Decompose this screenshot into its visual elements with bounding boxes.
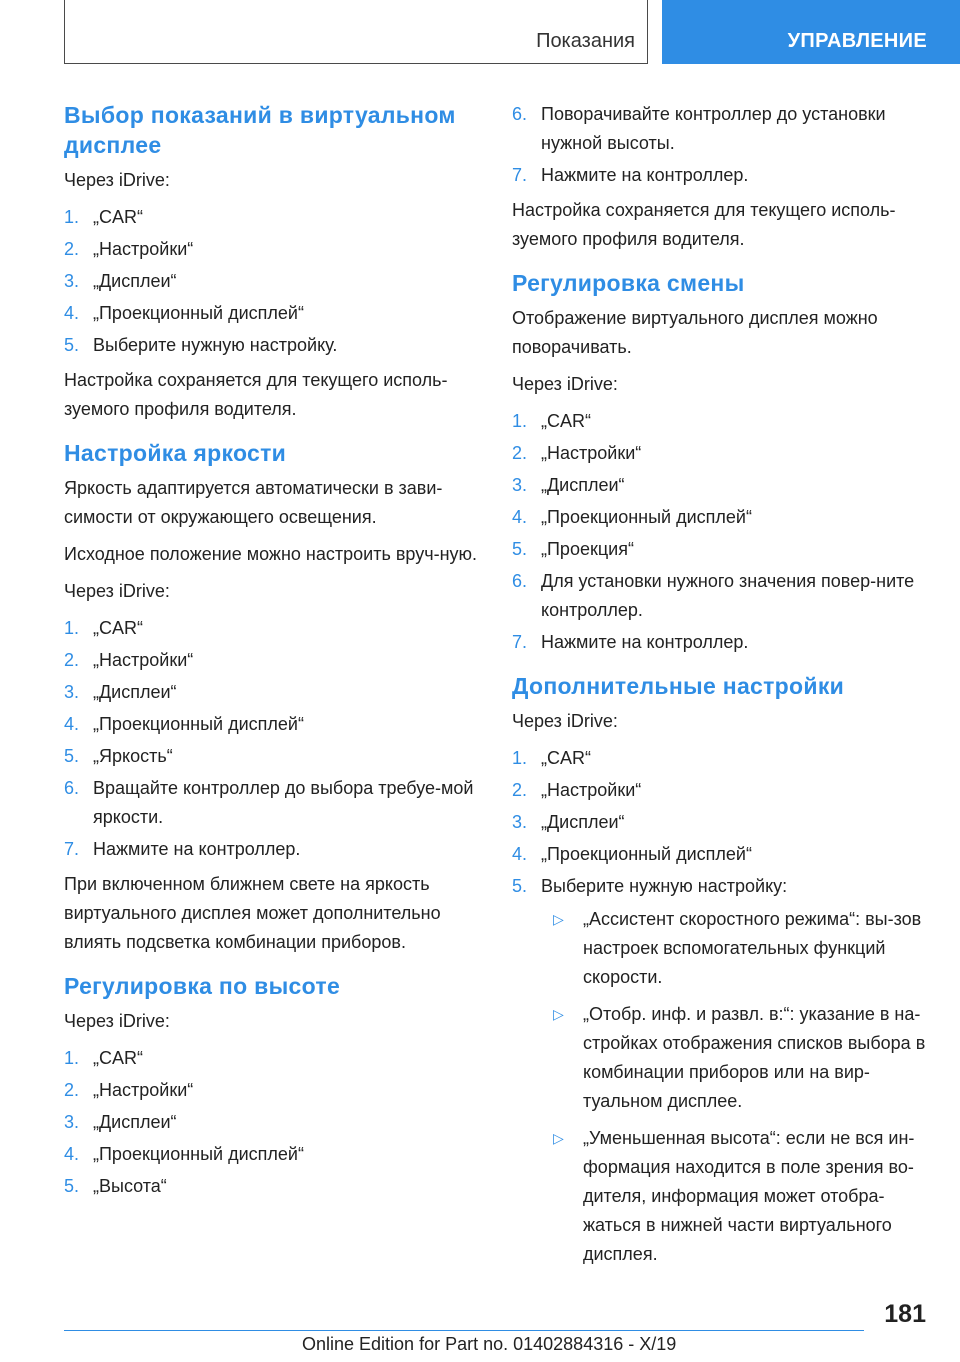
step-list xyxy=(512,744,932,1269)
step-number: 7. xyxy=(512,165,528,185)
note-text: При включенном ближнем свете на яркость виртуального дисплея может дополнительно влиять подсветка комбинации приборов. xyxy=(64,874,441,952)
step-text: „Дисплеи“ xyxy=(541,812,625,832)
sub-text: „Отобр. инф. и развл. в:“: указание в на-стройках отображения списков выбора в комбинации приборов или на вир-туальном дисплее. xyxy=(583,1004,926,1111)
header-chapter-tab xyxy=(662,0,960,64)
step-number: 5. xyxy=(64,1176,80,1196)
section-title: Выбор показаний в виртуальном дисплее xyxy=(64,102,456,158)
step-number: 2. xyxy=(64,239,80,259)
section-title: Настройка яркости xyxy=(64,440,287,466)
step-text: Выберите нужную настройку. xyxy=(93,335,338,355)
step-number: 6. xyxy=(512,571,528,591)
step-number: 2. xyxy=(512,780,528,800)
step-number: 1. xyxy=(64,207,80,227)
step-item xyxy=(512,471,932,500)
step-text: „Высота“ xyxy=(93,1176,167,1196)
step-number: 7. xyxy=(64,839,80,859)
step-number: 4. xyxy=(64,714,80,734)
triangle-bullet-icon: ▷ xyxy=(553,1130,564,1146)
step-number: 1. xyxy=(512,748,528,768)
section xyxy=(64,100,480,424)
intro-text: Через iDrive: xyxy=(64,1011,170,1031)
step-text: „Проекционный дисплей“ xyxy=(93,303,304,323)
step-item xyxy=(64,1076,480,1105)
page-number: 181 xyxy=(884,1300,926,1328)
step-text: „CAR“ xyxy=(541,748,591,768)
step-number: 4. xyxy=(64,1144,80,1164)
intro-text: Отображение виртуального дисплея можно поворачивать. xyxy=(512,308,878,357)
step-number: 3. xyxy=(64,1112,80,1132)
step-text: „Дисплеи“ xyxy=(93,1112,177,1132)
header-section-tab xyxy=(64,0,648,64)
step-number: 7. xyxy=(512,632,528,652)
step-item xyxy=(64,299,480,328)
step-item xyxy=(512,872,932,1269)
step-item xyxy=(512,503,932,532)
intro-text: Через iDrive: xyxy=(512,374,618,394)
header-section-label: Показания xyxy=(536,30,635,52)
step-item xyxy=(64,331,480,360)
step-item xyxy=(64,710,480,739)
step-text: „Яркость“ xyxy=(93,746,173,766)
step-text: „Проекционный дисплей“ xyxy=(93,1144,304,1164)
step-text: „CAR“ xyxy=(93,207,143,227)
sub-item xyxy=(541,1124,932,1269)
step-item xyxy=(64,678,480,707)
note-text: Настройка сохраняется для текущего исполь-зуемого профиля водителя. xyxy=(64,370,448,419)
step-item xyxy=(512,840,932,869)
step-list xyxy=(512,407,932,657)
left-column xyxy=(64,100,480,1215)
step-number: 1. xyxy=(512,411,528,431)
step-text: „Проекционный дисплей“ xyxy=(541,844,752,864)
sub-list xyxy=(541,905,932,1269)
step-item xyxy=(512,567,932,625)
intro-text: Через iDrive: xyxy=(64,170,170,190)
footer-divider xyxy=(64,1330,864,1331)
step-number: 1. xyxy=(64,1048,80,1068)
step-number: 1. xyxy=(64,618,80,638)
step-number: 5. xyxy=(64,746,80,766)
step-text: Нажмите на контроллер. xyxy=(541,632,749,652)
right-column xyxy=(512,100,932,1283)
step-item xyxy=(512,439,932,468)
step-list xyxy=(64,203,480,360)
step-number: 3. xyxy=(64,682,80,702)
step-number: 2. xyxy=(64,650,80,670)
intro-text: Через iDrive: xyxy=(64,581,170,601)
step-number: 6. xyxy=(512,104,528,124)
triangle-bullet-icon: ▷ xyxy=(553,911,564,927)
step-number: 6. xyxy=(64,778,80,798)
step-number: 4. xyxy=(512,507,528,527)
intro-text: Через iDrive: xyxy=(512,711,618,731)
step-item xyxy=(64,235,480,264)
section-title: Регулировка смены xyxy=(512,270,745,296)
step-number: 5. xyxy=(64,335,80,355)
step-text: „Настройки“ xyxy=(93,650,194,670)
step-text: „Настройки“ xyxy=(541,443,642,463)
step-number: 5. xyxy=(512,539,528,559)
step-text: „Настройки“ xyxy=(93,239,194,259)
note-text: Настройка сохраняется для текущего исполь-зуемого профиля водителя. xyxy=(512,200,896,249)
header-chapter-label: УПРАВЛЕНИЕ xyxy=(787,30,927,52)
section xyxy=(64,438,480,957)
step-number: 3. xyxy=(512,475,528,495)
step-text: „CAR“ xyxy=(93,1048,143,1068)
step-text: Поворачивайте контроллер до установки нужной высоты. xyxy=(541,104,886,153)
section xyxy=(512,100,932,254)
step-list xyxy=(64,614,480,864)
step-text: „Настройки“ xyxy=(93,1080,194,1100)
step-list xyxy=(512,100,932,190)
intro-text: Яркость адаптируется автоматически в зави-симости от окружающего освещения. xyxy=(64,478,443,527)
step-item xyxy=(512,535,932,564)
step-item xyxy=(512,628,932,657)
section xyxy=(64,971,480,1201)
step-text: Вращайте контроллер до выбора требуе-мой яркости. xyxy=(93,778,474,827)
step-item xyxy=(64,1044,480,1073)
step-item xyxy=(512,100,932,158)
section xyxy=(512,671,932,1269)
step-text: „Проекционный дисплей“ xyxy=(541,507,752,527)
step-text: Выберите нужную настройку: xyxy=(541,876,788,896)
step-item xyxy=(512,407,932,436)
step-number: 2. xyxy=(512,443,528,463)
step-item xyxy=(64,742,480,771)
section xyxy=(512,268,932,657)
step-item xyxy=(64,774,480,832)
sub-text: „Уменьшенная высота“: если не вся ин-формация находится в поле зрения во-дителя, информация может отобра-жаться в нижней части виртуального дисплея. xyxy=(583,1128,915,1264)
step-number: 3. xyxy=(64,271,80,291)
step-item xyxy=(64,646,480,675)
step-number: 4. xyxy=(64,303,80,323)
step-list xyxy=(64,1044,480,1201)
sub-item xyxy=(541,905,932,992)
step-text: Нажмите на контроллер. xyxy=(541,165,749,185)
step-text: „Дисплеи“ xyxy=(93,271,177,291)
section-title: Дополнительные настройки xyxy=(512,673,845,699)
step-item xyxy=(512,161,932,190)
step-item xyxy=(64,203,480,232)
step-item xyxy=(512,744,932,773)
sub-text: „Ассистент скоростного режима“: вы-зов настроек вспомогательных функций скорости. xyxy=(583,909,922,987)
step-item xyxy=(512,776,932,805)
step-item xyxy=(64,1140,480,1169)
step-number: 2. xyxy=(64,1080,80,1100)
section-title: Регулировка по высоте xyxy=(64,973,341,999)
step-item xyxy=(64,1108,480,1137)
intro-text: Исходное положение можно настроить вруч-ную. xyxy=(64,544,478,564)
step-item xyxy=(64,267,480,296)
step-number: 3. xyxy=(512,812,528,832)
step-text: „Дисплеи“ xyxy=(541,475,625,495)
footer-edition: Online Edition for Part no. 01402884316 - X/19 xyxy=(302,1334,677,1354)
step-text: „Настройки“ xyxy=(541,780,642,800)
triangle-bullet-icon: ▷ xyxy=(553,1006,564,1022)
step-text: „CAR“ xyxy=(93,618,143,638)
step-text: „CAR“ xyxy=(541,411,591,431)
step-item xyxy=(64,1172,480,1201)
sub-item xyxy=(541,1000,932,1116)
step-text: „Проекционный дисплей“ xyxy=(93,714,304,734)
step-text: Для установки нужного значения повер-ните контроллер. xyxy=(541,571,915,620)
step-text: „Дисплеи“ xyxy=(93,682,177,702)
step-item xyxy=(64,614,480,643)
step-item xyxy=(64,835,480,864)
step-number: 5. xyxy=(512,876,528,896)
step-number: 4. xyxy=(512,844,528,864)
step-item xyxy=(512,808,932,837)
step-text: „Проекция“ xyxy=(541,539,634,559)
step-text: Нажмите на контроллер. xyxy=(93,839,301,859)
